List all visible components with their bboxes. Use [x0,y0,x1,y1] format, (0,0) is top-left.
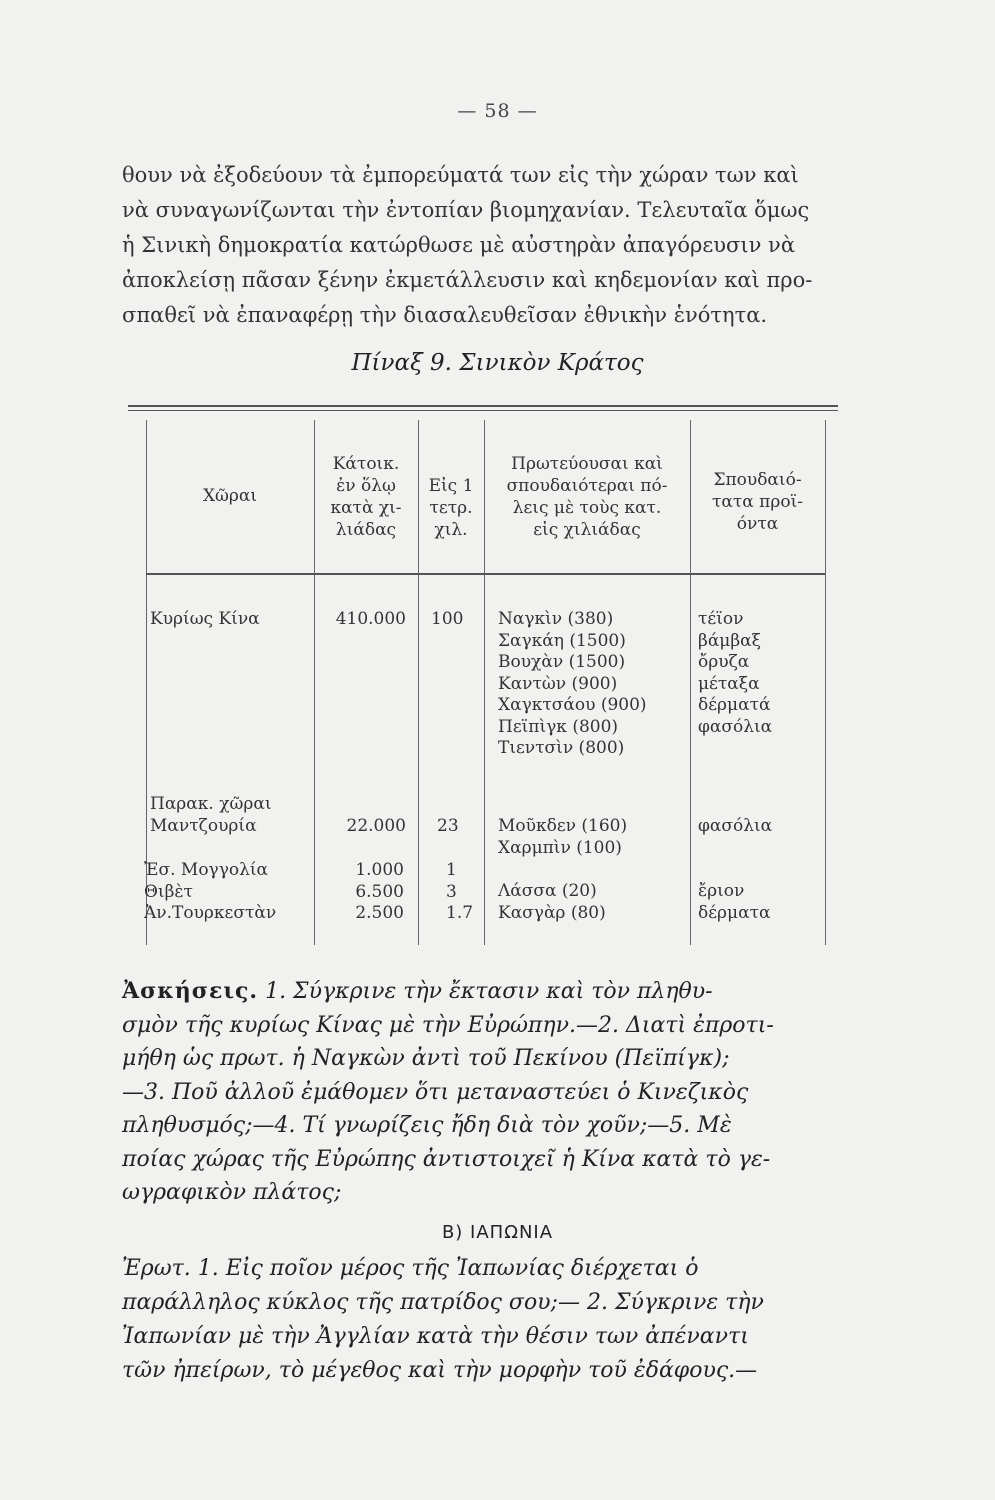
products-cell [698,609,772,738]
product-entry: μέταξα [698,673,760,694]
text-line [122,975,844,1009]
city-entry: Ναγκὶν (380) [498,609,614,629]
country-group-label: Παρακ. χῶραι [150,794,272,814]
column-divider [825,420,826,945]
header-line: ἐν ὅλῳ [336,476,396,496]
country-entry: Ἀν.Τουρκεστὰν [144,903,277,923]
population-cell: 410.000 [335,609,406,629]
cities-cell [498,816,627,859]
population-cell [314,860,404,925]
table-top-rule [128,410,838,411]
header-line: Σπουδαιό- [713,470,802,490]
city-entry: Κασγὰρ (80) [498,902,606,923]
population-entry: 1.000 [355,860,404,880]
table-title: Πίναξ 9. Σινικὸν Κράτος [351,350,644,376]
text-line: ωγραφικὸν πλάτος; [122,1180,342,1205]
density-cell: 23 [437,816,459,836]
intro-paragraph [122,158,844,333]
header-line: λιάδας [335,520,397,540]
products-cell: φασόλια [698,816,773,836]
density-entry: 3 [446,881,457,902]
product-entry: ἔριον [698,881,745,901]
header-line: Εἰς 1 [428,476,474,496]
exercises-paragraph [122,975,844,1210]
population-entry: 2.500 [355,903,404,923]
section-heading: B) ΙΑΠΩΝΙΑ [441,1222,554,1243]
city-entry: Μοῦκδεν (160) [498,816,628,836]
exercises-heading: Ἀσκήσεις. [122,978,259,1004]
city-entry: Χαγκτσάου (900) [498,695,647,715]
products-cell [698,881,770,924]
product-entry: δέρματα [698,902,771,923]
text-line: ποίας χώρας τῆς Εὐρώπης ἀντιστοιχεῖ ἡ Κίνα κατὰ τὸ γε- [122,1146,771,1172]
country-cell: Μαντζουρία [150,816,257,836]
population-cell: 22.000 [346,816,406,836]
text-line: μήθη ὡς πρωτ. ἡ Ναγκὼν ἀντὶ τοῦ Πεκίνου (Πεϊπίγκ); [122,1046,730,1071]
header-countries [146,485,314,507]
page-number: — 58 — [457,100,538,122]
header-rule [146,573,825,575]
density-entry: 1.7 [446,903,474,923]
header-line: τατα προϊ- [712,492,803,512]
text-line: Ἐρωτ. 1. Εἰς ποῖον μέρος τῆς Ἰαπωνίας διέρχεται ὁ [122,1256,699,1281]
header-line: Χῶραι [202,486,258,506]
country-entry: Ἐσ. Μογγολία [144,860,269,880]
cities-cell [498,881,606,924]
city-entry: Σαγκάη (1500) [498,630,626,651]
header-line: λεις μὲ τοὺς κατ. [512,498,662,518]
country-entry: Θιβὲτ [144,881,193,902]
product-entry: βάμβαξ [698,630,762,651]
header-line: εἰς χιλιάδας [533,520,641,540]
header-line: όντα [736,514,779,534]
exercise-text: 1. Σύγκρινε τὴν ἔκτασιν καὶ τὸν πληθυ- [265,979,713,1004]
text-line: ἀποκλείσῃ πᾶσαν ξένην ἐκμετάλλευσιν καὶ κηδεμονίαν καὶ προ- [122,268,813,292]
header-population [314,453,418,541]
table-top-rule [128,405,838,407]
cities-cell [498,609,647,760]
text-line: Ἰαπωνίαν μὲ τὴν Ἀγγλίαν κατὰ τὴν θέσιν των ἀπέναντι [122,1324,749,1349]
city-entry: Λάσσα (20) [498,881,597,901]
header-cities [484,453,690,541]
product-entry: τέϊον [698,609,744,629]
density-entry: 1 [446,860,457,880]
text-line: νὰ συναγωνίζωνται τὴν ἐντοπίαν βιομηχανίαν. Τελευταῖα ὅμως [122,198,810,222]
header-line: σπουδαιότεραι πό- [506,476,668,496]
header-line: Κάτοικ. [332,454,400,474]
questions-paragraph [122,1252,844,1388]
header-products [690,469,825,535]
product-entry: ὄρυζα [698,652,750,672]
text-line: σπαθεῖ νὰ ἐπαναφέρῃ τὴν διασαλευθεῖσαν ἐθνικὴν ἑνότητα. [122,303,768,327]
density-cell: 100 [431,609,464,629]
text-line: θουν νὰ ἐξοδεύουν τὰ ἐμπορεύματά των εἰς τὴν χώραν των καὶ [122,163,799,187]
text-line: πληθυσμός;—4. Τί γνωρίζεις ἤδη διὰ τὸν χοῦν;—5. Μὲ [122,1113,732,1138]
product-entry: φασόλια [698,716,773,737]
header-line: τετρ. [429,498,473,518]
city-entry: Τιεντσὶν (800) [498,738,625,758]
product-entry: δέρματά [698,695,771,715]
countries-cell [144,860,276,925]
density-cell [446,860,473,925]
text-line: ἡ Σινικὴ δημοκρατία κατώρθωσε μὲ αὐστηρὰν ἀπαγόρευσιν νὰ [122,233,795,257]
header-line: Πρωτεύουσαι καὶ [511,454,663,474]
city-entry: Πεϊπὶγκ (800) [498,716,619,737]
header-line: κατὰ χι- [330,498,402,518]
population-entry: 6.500 [355,881,404,902]
city-entry: Χαρμπὶν (100) [498,837,622,858]
data-table [128,405,838,950]
header-line: χιλ. [434,520,468,540]
text-line: τῶν ἠπείρων, τὸ μέγεθος καὶ τὴν μορφὴν τοῦ ἐδάφους.— [122,1358,758,1383]
header-density [418,475,484,541]
city-entry: Καντὼν (900) [498,673,618,694]
text-line: σμὸν τῆς κυρίως Κίνας μὲ τὴν Εὐρώπην.—2. Διατὶ ἐπροτι- [122,1012,774,1038]
country-cell: Κυρίως Κίνα [150,609,260,629]
city-entry: Βουχὰν (1500) [498,652,626,672]
text-line: —3. Ποῦ ἀλλοῦ ἐμάθομεν ὅτι μεταναστεύει ὁ Κινεζικὸς [122,1079,749,1105]
text-line: παράλληλος κύκλος τῆς πατρίδος σου;— 2. Σύγκρινε τὴν [122,1290,764,1315]
